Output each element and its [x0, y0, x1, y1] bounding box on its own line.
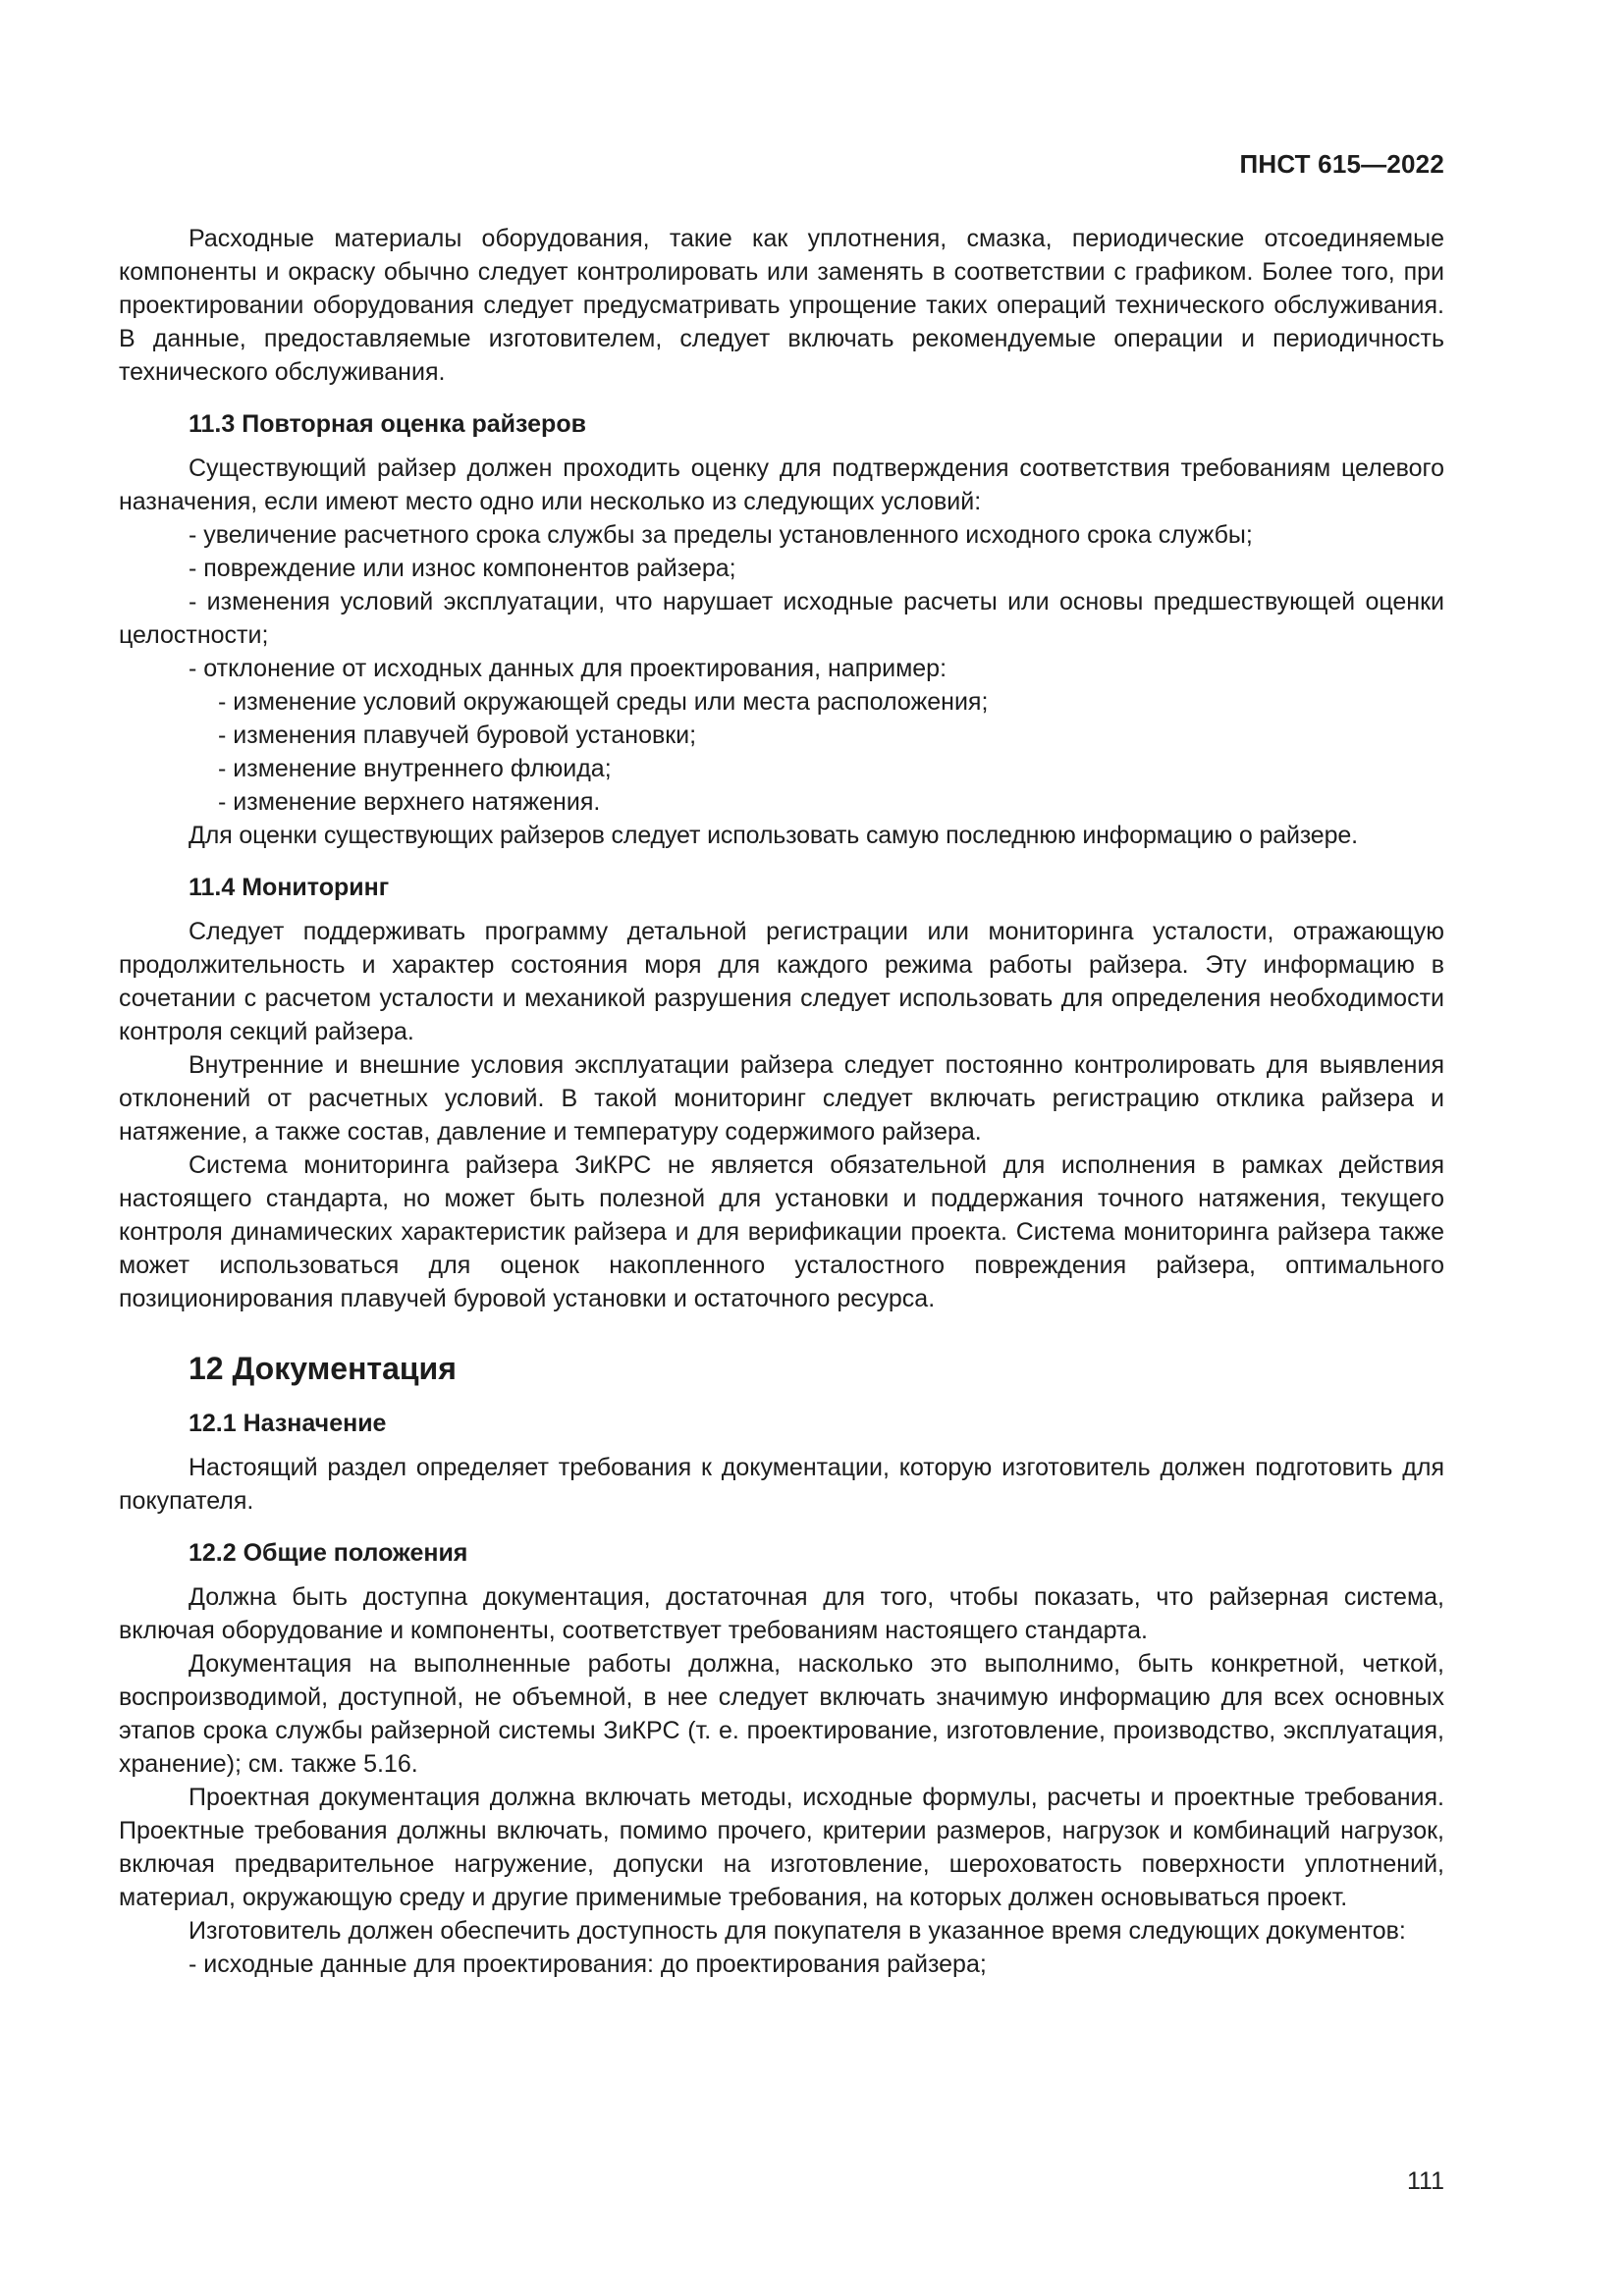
intro-paragraph: Расходные материалы оборудования, такие как уплотнения, смазка, периодические отсоединяемые компоненты и окраску обычно следует контролировать или заменять в соответствии с графиком. Более того, при проектировании оборудования следует предусматривать упрощение таких операций технического обслуживания. В данные, предоставляемые изготовителем, следует включать рекомендуемые операции и периодичность технического обслуживания. [119, 225, 1444, 386]
paragraph: Система мониторинга райзера ЗиКРС не является обязательной для исполнения в рамках действия настоящего стандарта, но может быть полезной для установки и поддержания точного натяжения, текущего контроля динамических характеристик райзера и для верификации проекта. Система мониторинга райзера также может использоваться для оценок накопленного усталостного повреждения райзера, оптимального позиционирования плавучей буровой установки и остаточного ресурса. [119, 1151, 1444, 1312]
list-item: - повреждение или износ компонентов райзера; [189, 555, 736, 582]
paragraph: Должна быть доступна документация, достаточная для того, чтобы показать, что райзерная система, включая оборудование и компоненты, соответствует требованиям настоящего стандарта. [119, 1583, 1444, 1644]
paragraph: Существующий райзер должен проходить оценку для подтверждения соответствия требованиям целевого назначения, если имеют место одно или несколько из следующих условий: [119, 454, 1444, 515]
section-heading-12: 12 Документация [189, 1351, 457, 1386]
sub-list-item: - изменения плавучей буровой установки; [218, 721, 697, 749]
paragraph: Проектная документация должна включать методы, исходные формулы, расчеты и проектные требования. Проектные требования должны включать, помимо прочего, критерии размеров, нагрузок и комбинаций нагрузок, включая предварительное нагружение, допуски на изготовление, шероховатость поверхности уплотнений, материал, окружающую среду и другие применимые требования, на которых должен основываться проект. [119, 1784, 1444, 1911]
sub-list-item: - изменение внутреннего флюида; [218, 755, 612, 782]
paragraph: Настоящий раздел определяет требования к документации, которую изготовитель должен подготовить для покупателя. [119, 1454, 1444, 1515]
list-item: - исходные данные для проектирования: до проектирования райзера; [189, 1950, 987, 1978]
paragraph: Документация на выполненные работы должна, насколько это выполнимо, быть конкретной, четкой, воспроизводимой, доступной, не объемной, в нее следует включать значимую информацию для всех основных этапов срока службы райзерной системы ЗиКРС (т. е. проектирование, изготовление, производство, эксплуатация, хранение); см. также 5.16. [119, 1650, 1444, 1778]
page-number: 111 [1406, 2167, 1444, 2195]
subsection-heading-12-2: 12.2 Общие положения [189, 1539, 468, 1567]
paragraph: Для оценки существующих райзеров следует использовать самую последнюю информацию о райзере. [189, 822, 1358, 849]
subsection-heading-11-3: 11.3 Повторная оценка райзеров [189, 410, 586, 438]
list-item: - изменения условий эксплуатации, что нарушает исходные расчеты или основы предшествующей оценки целостности; [119, 588, 1444, 649]
sub-list-item: - изменение верхнего натяжения. [218, 788, 601, 816]
paragraph: Изготовитель должен обеспечить доступность для покупателя в указанное время следующих документов: [189, 1917, 1406, 1945]
subsection-heading-11-4: 11.4 Мониторинг [189, 874, 390, 901]
paragraph: Следует поддерживать программу детальной регистрации или мониторинга усталости, отражающую продолжительность и характер состояния моря для каждого режима работы райзера. Эту информацию в сочетании с расчетом усталости и механикой разрушения следует использовать для определения необходимости контроля секций райзера. [119, 918, 1444, 1045]
paragraph: Внутренние и внешние условия эксплуатации райзера следует постоянно контролировать для выявления отклонений от расчетных условий. В такой мониторинг следует включать регистрацию отклика райзера и натяжение, а также состав, давление и температуру содержимого райзера. [119, 1051, 1444, 1146]
list-item: - отклонение от исходных данных для проектирования, например: [189, 655, 947, 682]
subsection-heading-12-1: 12.1 Назначение [189, 1410, 387, 1437]
document-code-header: ПНСТ 615—2022 [1239, 149, 1444, 179]
sub-list-item: - изменение условий окружающей среды или места расположения; [218, 688, 989, 716]
page-content [119, 222, 1444, 1981]
list-item: - увеличение расчетного срока службы за пределы установленного исходного срока службы; [189, 521, 1253, 549]
